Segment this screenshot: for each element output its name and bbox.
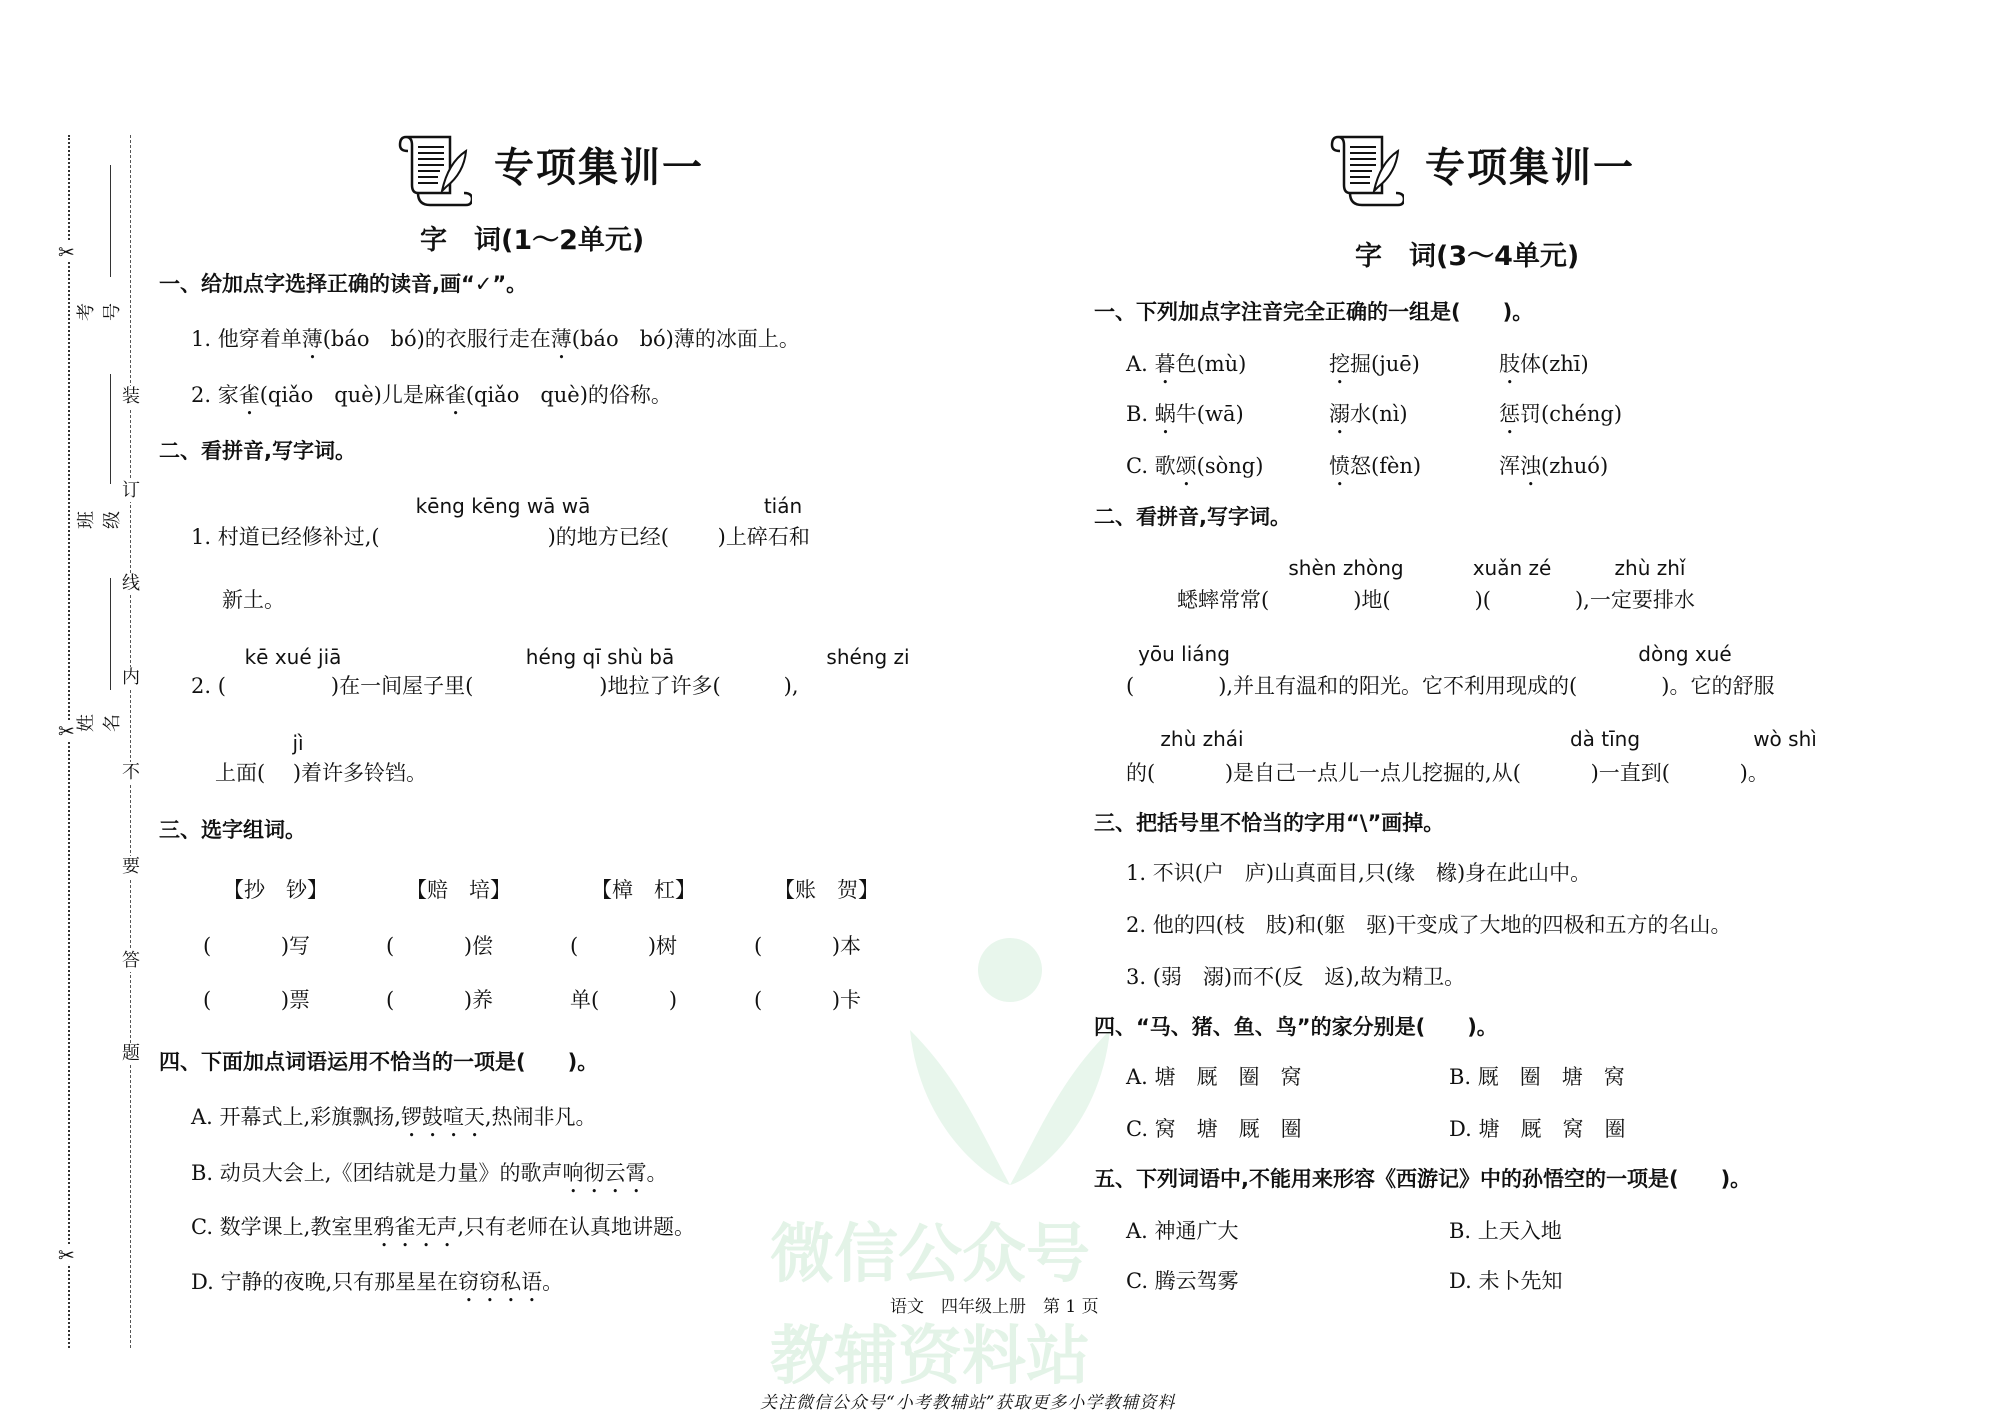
char-group: 【账 贺】	[774, 878, 879, 902]
text-segment: (sòng)	[1196, 454, 1264, 478]
option-b	[191, 1160, 667, 1198]
pinyin: jì	[292, 731, 304, 755]
binding-char: 要	[122, 856, 140, 877]
emphasized-text: 惩	[1499, 402, 1520, 426]
emphasized-text: 暮	[1154, 352, 1176, 376]
scroll-quill-icon	[398, 133, 472, 209]
text-segment: 体(zhī)	[1520, 352, 1589, 376]
option-b: B. 上天入地	[1449, 1219, 1562, 1243]
left-q4-heading: 四、下面加点词语运用不恰当的一项是( )。	[159, 1050, 599, 1074]
text-segment: (báo bó)的衣服行走在	[322, 327, 551, 351]
right-q4-heading: 四、“马、猪、鱼、鸟”的家分别是( )。	[1094, 1015, 1498, 1039]
emphasized-text: 溺	[1329, 402, 1350, 426]
left-page-subtitle: 字 词(1～2单元)	[420, 225, 645, 256]
option-a-2	[1329, 351, 1420, 389]
left-q2-item2: 2. ( )在一间屋子里( )地拉了许多( ),	[191, 674, 799, 698]
text-segment: 水(nì)	[1350, 402, 1408, 426]
binding-char: 内	[122, 667, 140, 688]
word-blank: 单( )	[570, 988, 678, 1012]
emphasized-text: 肢	[1499, 352, 1520, 376]
page-footer: 语文 四年级上册 第 1 页	[890, 1297, 1099, 1317]
pinyin: yōu liáng	[1138, 642, 1230, 666]
text-segment: C. 数学课上,教室里	[191, 1215, 374, 1239]
right-q3-item1: 1. 不识(户 庐)山真面目,只(缘 橼)身在此山中。	[1126, 861, 1592, 885]
emphasized-text: 颂	[1175, 454, 1197, 478]
option-b: B. 厩 圈 塘 窝	[1449, 1065, 1625, 1089]
text-segment: A.	[1126, 352, 1155, 376]
emphasized-text: 挖	[1329, 352, 1350, 376]
pinyin: héng qī shù bā	[525, 645, 675, 669]
right-q3-heading: 三、把括号里不恰当的字用“\”画掉。	[1094, 811, 1445, 835]
emphasized-text: 薄	[550, 327, 572, 351]
right-q2-line1: 蟋蟀常常( )地( )( ),一定要排水	[1177, 588, 1695, 612]
promo-note: 关注微信公众号“小考教辅站”获取更多小学教辅资料	[760, 1393, 1176, 1413]
left-q3-heading: 三、选字组词。	[159, 818, 306, 842]
text-segment: (qiǎo què)的俗称。	[465, 383, 672, 407]
watermark-text: 教辅资料站	[770, 1320, 1090, 1394]
text-segment: 。	[646, 1161, 668, 1185]
exam-number-line	[110, 165, 111, 277]
left-q1-item2	[191, 382, 672, 420]
word-blank: ( )卡	[754, 988, 862, 1012]
scissors-icon: ✂	[58, 1243, 75, 1267]
pinyin: kē xué jiā	[244, 645, 342, 669]
option-d: D. 塘 厩 窝 圈	[1449, 1117, 1626, 1141]
text-segment: (báo bó)薄的冰面上。	[571, 327, 800, 351]
text-segment: ,热闹非凡。	[484, 1105, 597, 1129]
right-page-title: 专项集训一	[1425, 145, 1635, 191]
class-line	[110, 374, 111, 484]
option-c-2	[1329, 453, 1421, 491]
text-segment: A. 开幕式上,彩旗飘扬,	[191, 1105, 401, 1129]
emphasized-text: 愤	[1329, 454, 1350, 478]
right-q5-heading: 五、下列词语中,不能用来形容《西游记》中的孙悟空的一项是( )。	[1094, 1167, 1752, 1191]
emphasized-text: 薄	[301, 327, 323, 351]
class-label: 班级	[76, 511, 123, 529]
scissors-icon: ✂	[58, 240, 75, 264]
option-c: C. 窝 塘 厩 圈	[1126, 1117, 1302, 1141]
text-segment: 掘(juē)	[1350, 352, 1420, 376]
text-segment: B.	[1126, 402, 1155, 426]
pinyin: shèn zhòng	[1288, 556, 1404, 580]
pinyin: tián	[763, 494, 803, 518]
right-q2-heading: 二、看拼音,写字词。	[1094, 505, 1291, 529]
left-q2-heading: 二、看拼音,写字词。	[159, 439, 356, 463]
option-c-3	[1499, 453, 1608, 491]
text-segment: C. 歌	[1126, 454, 1176, 478]
binding-char: 答	[122, 950, 140, 971]
pinyin: kēng kēng wā wā	[415, 494, 591, 518]
scroll-quill-icon	[1330, 133, 1404, 209]
emphasized-text: 雀	[444, 383, 466, 407]
right-q2-line2: ( ),并且有温和的阳光。它不利用现成的( )。它的舒服	[1126, 674, 1775, 698]
text-segment: D. 宁静的夜晚,只有那星星在	[191, 1270, 459, 1294]
right-page-subtitle: 字 词(3～4单元)	[1355, 241, 1580, 272]
right-q3-item3: 3. (弱 溺)而不(反 返),故为精卫。	[1126, 965, 1466, 989]
emphasized-text: 锣鼓喧天	[400, 1105, 485, 1129]
binding-line	[130, 135, 131, 1348]
left-q1-item1	[191, 326, 800, 364]
option-b-1	[1126, 401, 1244, 439]
emphasized-text: 浊	[1520, 454, 1541, 478]
text-segment: 罚(chéng)	[1520, 402, 1623, 426]
option-c	[191, 1214, 695, 1252]
option-a	[191, 1104, 597, 1142]
left-q1-heading: 一、给加点字选择正确的读音,画“✓”。	[159, 272, 528, 296]
text-segment: 。	[542, 1270, 564, 1294]
text-segment: ,只有老师在认真地讲题。	[457, 1215, 696, 1239]
char-group: 【抄 钞】	[223, 878, 328, 902]
pinyin: xuǎn zé	[1472, 556, 1552, 580]
option-d: D. 未卜先知	[1449, 1269, 1563, 1293]
option-a: A. 神通广大	[1126, 1219, 1239, 1243]
pinyin: wò shì	[1753, 727, 1817, 751]
left-page-title: 专项集训一	[494, 145, 704, 191]
right-q1-heading: 一、下列加点字注音完全正确的一组是( )。	[1094, 300, 1534, 324]
text-segment: 牛(wā)	[1175, 402, 1244, 426]
text-segment: 浑	[1499, 454, 1520, 478]
option-a-3	[1499, 351, 1589, 389]
left-q2-item2-cont: 上面( )着许多铃铛。	[215, 761, 428, 785]
text-segment: B. 动员大会上,《团结就是力量》的歌声	[191, 1161, 563, 1185]
char-group: 【樟 杠】	[591, 878, 696, 902]
binding-char: 不	[122, 762, 140, 783]
word-blank: ( )养	[386, 988, 494, 1012]
word-blank: ( )票	[203, 988, 311, 1012]
word-blank: ( )本	[754, 934, 862, 958]
text-segment: 2. 家	[191, 383, 239, 407]
option-c-1	[1126, 453, 1263, 491]
pinyin: zhù zhǐ	[1614, 556, 1686, 580]
option-b-3	[1499, 401, 1622, 439]
text-segment: (qiǎo què)儿是麻	[259, 383, 445, 407]
binding-char: 订	[122, 480, 140, 501]
pinyin: zhù zhái	[1160, 727, 1244, 751]
pinyin: dòng xué	[1638, 642, 1732, 666]
option-d	[191, 1269, 563, 1307]
text-segment: 怒(fèn)	[1350, 454, 1422, 478]
name-label: 姓名	[76, 714, 123, 732]
right-q2-line3: 的( )是自己一点儿一点儿挖掘的,从( )一直到( )。	[1126, 761, 1769, 785]
binding-char: 题	[122, 1043, 140, 1064]
right-q3-item2: 2. 他的四(枝 肢)和(躯 驱)干变成了大地的四极和五方的名山。	[1126, 913, 1732, 937]
emphasized-text: 蜗	[1154, 402, 1176, 426]
binding-char: 线	[122, 573, 140, 594]
binding-char: 装	[122, 386, 140, 407]
word-blank: ( )写	[203, 934, 311, 958]
word-blank: ( )树	[570, 934, 678, 958]
left-q2-item1-cont: 新土。	[222, 588, 285, 612]
watermark-text: 微信公众号	[770, 1218, 1090, 1292]
emphasized-text: 窃窃私语	[458, 1270, 543, 1294]
text-segment: (zhuó)	[1541, 454, 1609, 478]
option-b-2	[1329, 401, 1408, 439]
watermark-logo-icon	[900, 930, 1120, 1190]
pinyin: shéng zi	[826, 645, 910, 669]
left-q2-item1: 1. 村道已经修补过,( )的地方已经( )上碎石和	[191, 525, 810, 549]
text-segment: 1. 他穿着单	[191, 327, 302, 351]
emphasized-text: 雀	[238, 383, 260, 407]
word-blank: ( )偿	[386, 934, 494, 958]
option-a: A. 塘 厩 圈 窝	[1126, 1065, 1302, 1089]
char-group: 【赔 培】	[406, 878, 511, 902]
option-a-1	[1126, 351, 1246, 389]
emphasized-text: 响彻云霄	[562, 1161, 647, 1185]
exam-number-label: 考号	[76, 303, 123, 321]
name-line	[110, 578, 111, 690]
emphasized-text: 鸦雀无声	[373, 1215, 458, 1239]
pinyin: dà tīng	[1569, 727, 1641, 751]
option-c: C. 腾云驾雾	[1126, 1269, 1239, 1293]
text-segment: 色(mù)	[1175, 352, 1247, 376]
scissors-icon: ✂	[58, 719, 75, 743]
